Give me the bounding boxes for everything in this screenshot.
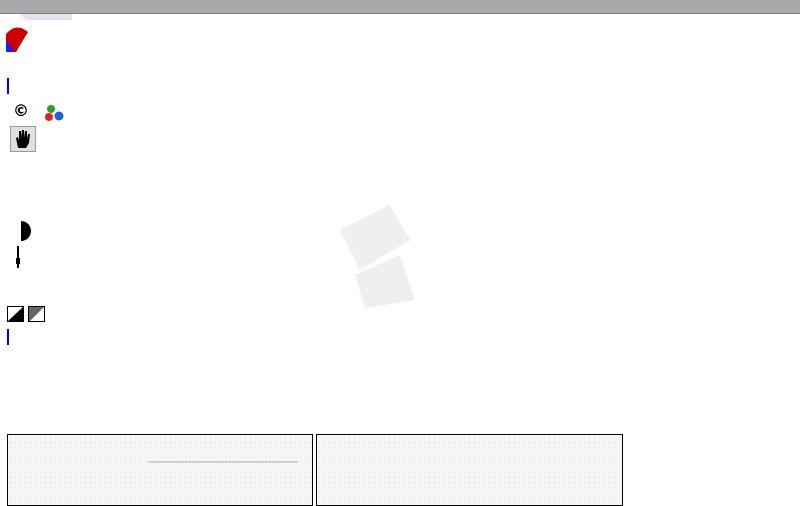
menu-manual-heading [7,78,9,94]
menu-scenes-heading [7,329,9,345]
menu-manual-heading-row [7,77,9,95]
menu-scenes-heading-row [7,328,9,346]
contrast-icon [18,220,34,242]
color-dots-icon [44,103,66,123]
video-fps-logo-icon [6,14,72,52]
preview-screenshot-right [316,434,623,506]
saturation-icon [7,305,47,323]
preview-screenshot-left [7,434,313,506]
watermark-bar [0,0,800,14]
copyright-c-icon: © [13,101,29,120]
background-watermark-icon [330,200,420,310]
hand-focus-icon [10,126,36,152]
sharpness-icon [15,246,21,272]
